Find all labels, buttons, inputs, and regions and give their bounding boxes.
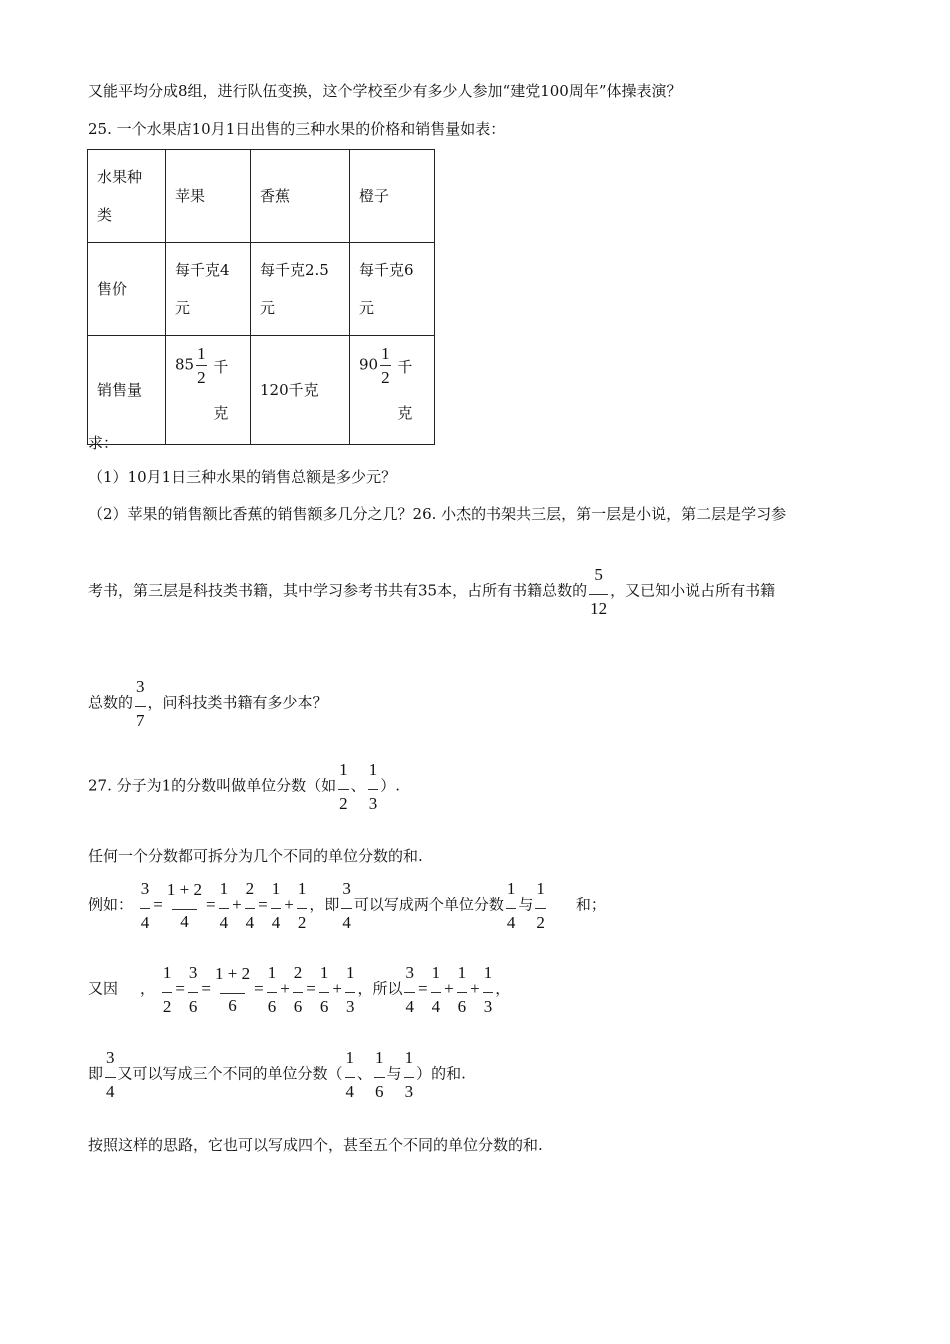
table-cell: 销售量 bbox=[88, 336, 166, 445]
q27-line2: 任何一个分数都可拆分为几个不同的单位分数的和. bbox=[88, 847, 423, 865]
fraction: $\frac{1}{2}$ bbox=[197, 344, 206, 387]
q26-line2: 考书，第三层是科技类书籍，其中学习参考书共有35本，占所有书籍总数的 $\frac{5}{12}$ ，又已知小说占所有书籍 bbox=[88, 565, 776, 618]
table-cell: 售价 bbox=[88, 243, 166, 336]
table-cell: 每千克4元 bbox=[166, 243, 251, 336]
q27-then: 即 $\frac{3}{4}$ 又可以写成三个不同的单位分数（ $\frac{1}{4}$ 、 $\frac{1}{6}$ 与 $\frac{1}{3}$ ）的和. bbox=[88, 1048, 466, 1101]
fraction: $\frac{1}{3}$ bbox=[368, 760, 378, 813]
q27-example: 例如： $\frac{3}{4}$ = $\frac{1 + 2}{4}$ = $\frac{1}{4}$ + $\frac{2}{4}$ = $\frac{1}{4}$ + $\frac{1}{2}$ ，即 $\frac{3}{4}$ 可以写成两个单位分数 $\frac{1}{4}$ 与 $\frac{1}{2}$ 和； bbox=[88, 879, 606, 932]
fraction: $\frac{1}{2}$ bbox=[339, 760, 348, 813]
q26-part1: 26. 小杰的书架共三层，第一层是小说，第二层是学习参 bbox=[412, 505, 787, 523]
table-cell: 120千克 bbox=[251, 336, 350, 445]
q26-line3: 总数的 $\frac{3}{7}$ ，问科技类书籍有多少本？ bbox=[88, 677, 328, 730]
table-cell: 每千克6元 bbox=[350, 243, 435, 336]
q25-ask: 求： bbox=[88, 434, 119, 452]
q25-sub1: （1）10月1日三种水果的销售总额是多少元？ bbox=[88, 468, 397, 486]
fruit-table bbox=[87, 149, 435, 445]
table-row bbox=[88, 150, 435, 243]
fraction: $\frac{3}{7}$ bbox=[136, 677, 145, 730]
q25-title: 25. 一个水果店10月1日出售的三种水果的价格和销售量如表： bbox=[88, 120, 506, 138]
table-cell: 每千克2.5元 bbox=[251, 243, 350, 336]
q27-final: 按照这样的思路，它也可以写成四个，甚至五个不同的单位分数的和. bbox=[88, 1136, 543, 1154]
table-cell: 香蕉 bbox=[251, 150, 350, 243]
table-cell: 90 $\frac{1}{2}$ 千克 bbox=[350, 336, 435, 445]
q25-sub2: （2）苹果的销售额比香蕉的销售额多几分之几？26. 小杰的书架共三层，第一层是小说，第二层是学习参 bbox=[88, 505, 787, 523]
table-cell: 橙子 bbox=[350, 150, 435, 243]
table-cell: 水果种类 bbox=[88, 150, 166, 243]
fraction: $\frac{1}{2}$ bbox=[381, 344, 390, 387]
q27-because: 又因 ， $\frac{1}{2}$ = $\frac{3}{6}$ = $\frac{1 + 2}{6}$ = $\frac{1}{6}$ + $\frac{2}{6}$ = $\frac{1}{6}$ + $\frac{1}{3}$ ，所以 $\frac{3}{4}$ = $\frac{1}{4}$ + $\frac{1}{6}$ + $\frac{1}{3}$ ， bbox=[88, 963, 511, 1016]
intro-line: 又能平均分成8组，进行队伍变换，这个学校至少有多少人参加“建党100周年”体操表演？ bbox=[88, 82, 682, 100]
table-cell: 85 $\frac{1}{2}$ 千克 bbox=[166, 336, 251, 445]
table-cell: 苹果 bbox=[166, 150, 251, 243]
q27-line1: 27. 分子为1的分数叫做单位分数（如 $\frac{1}{2}$ 、 $\frac{1}{3}$ ）. bbox=[88, 760, 400, 813]
fraction: $\frac{5}{12}$ bbox=[590, 565, 608, 618]
table-row bbox=[88, 336, 435, 445]
table-row bbox=[88, 243, 435, 336]
